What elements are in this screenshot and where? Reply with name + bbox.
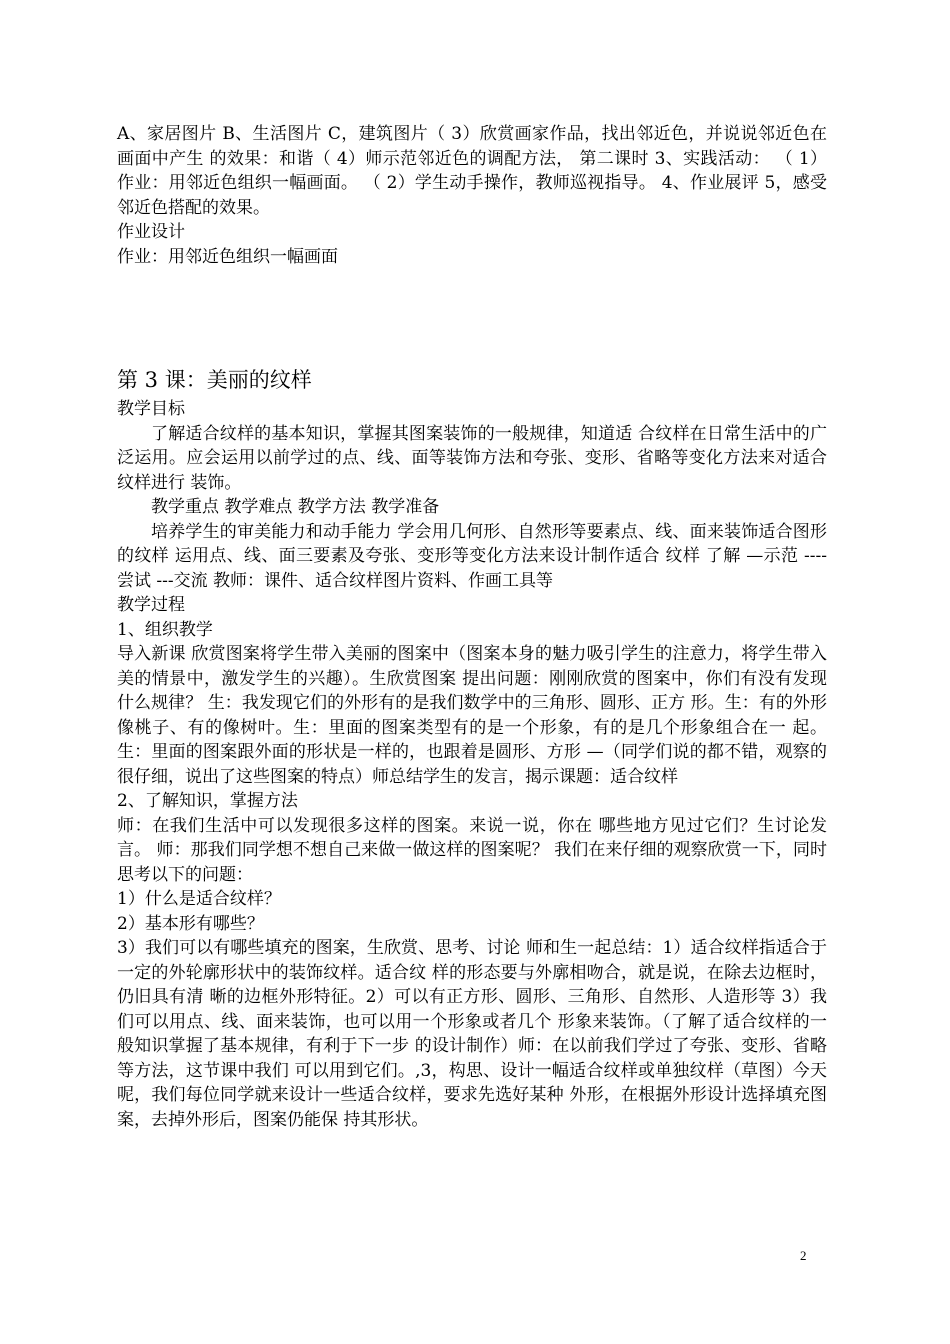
objectives-text: 了解适合纹样的基本知识，掌握其图案装饰的一般规律，知道适 合纹样在日常生活中的广泛运用。应会运用以前学过的点、线、面等装饰方法和夸张、变形、省略等变化方法来对适合纹样进行 装饰。 xyxy=(117,423,827,493)
question-1: 1）什么是适合纹样？ xyxy=(117,889,281,909)
question-3-text: 3）我们可以有哪些填充的图案，生欣赏、思考、讨论 师和生一起总结：1）适合纹样指适合于一定的外轮廓形状中的装饰纹样。适合纹 样的形态要与外廓相吻合，就是说，在除去边框时，仍旧具有清 晰的边框外形特征。2）可以有正方形、圆形、三角形、自然形、人造形等 3）我们可以用点、线、面来装饰，也可以用一个形象或者几个 形象来装饰。（了解了适合纹样的一般知识掌握了基本规律，有利于下一步 的设计制作）师：在以前我们学过了夸张、变形、省略等方法，这节课中我们 可以用到它们。,3，构思、设计一幅适合纹样或单独纹样（草图）今天呢，我们每位同学就来设计一些适合纹样，要求先选好某种 外形，在根据外形设计选择填充图案，去掉外形后，图案仍能保 持其形状。 xyxy=(117,938,827,1130)
lesson-title: 第 3 课：美丽的纹样 xyxy=(117,368,312,392)
page-number: 2 xyxy=(800,1248,807,1263)
step1-heading: 1、组织教学 xyxy=(117,619,213,640)
intro-paragraph: A、家居图片 B、生活图片 C，建筑图片（ 3）欣赏画家作品，找出邻近色，并说说邻近色在画面中产生 的效果：和谐（ 4）师示范邻近色的调配方法， 第二课时 3、实践活动： （ 1）作业：用邻近色组织一幅画面。 （ 2）学生动手操作，教师巡视指导。 4、作业展评 5，感受邻近色搭配的效果。 xyxy=(117,124,827,218)
question-2: 2）基本形有哪些？ xyxy=(117,913,264,934)
step1-text: 导入新课 欣赏图案将学生带入美丽的图案中（图案本身的魅力吸引学生的注意力，将学生带入美的情景中，激发学生的兴趣）。生欣赏图案 提出问题：刚刚欣赏的图案中，你们有没有发现什么规律？ 生：我发现它们的外形有的是我们数学中的三角形、圆形、正方 形。生：有的外形像桃子、有的像树叶。生：里面的图案类型有的是一个形象，有的是几个形象组合在一 起。生：里面的图案跟外面的形状是一样的，也跟着是圆形、方形 —（同学们说的都不错，观察的很仔细，说出了这些图案的特点）师总结学生的发言，揭示课题：适合纹样 xyxy=(117,644,827,787)
section-gap xyxy=(117,269,827,365)
homework-heading: 作业设计 xyxy=(117,222,185,242)
step2-heading: 2、了解知识，掌握方法 xyxy=(117,791,298,811)
details-text: 培养学生的审美能力和动手能力 学会用几何形、自然形等要素点、线、面来装饰适合图形的纹样 运用点、线、面三要素及夸张、变形等变化方法来设计制作适合 纹样 了解 —示范 ----尝试 ---交流 教师：课件、适合纹样图片资料、作画工具等 xyxy=(117,521,827,591)
process-heading: 教学过程 xyxy=(117,595,185,615)
objectives-heading: 教学目标 xyxy=(117,399,185,419)
homework-text: 作业：用邻近色组织一幅画面 xyxy=(117,246,338,267)
step2-text: 师：在我们生活中可以发现很多这样的图案。来说一说，你在 哪些地方见过它们？生讨论发言。 师：那我们同学想不想自己来做一做这样的图案呢？ 我们在来仔细的观察欣赏一下，同时思考以下的问题： xyxy=(117,815,827,885)
body-text xyxy=(117,122,827,1132)
headings-line: 教学重点 教学难点 教学方法 教学准备 xyxy=(151,497,440,517)
